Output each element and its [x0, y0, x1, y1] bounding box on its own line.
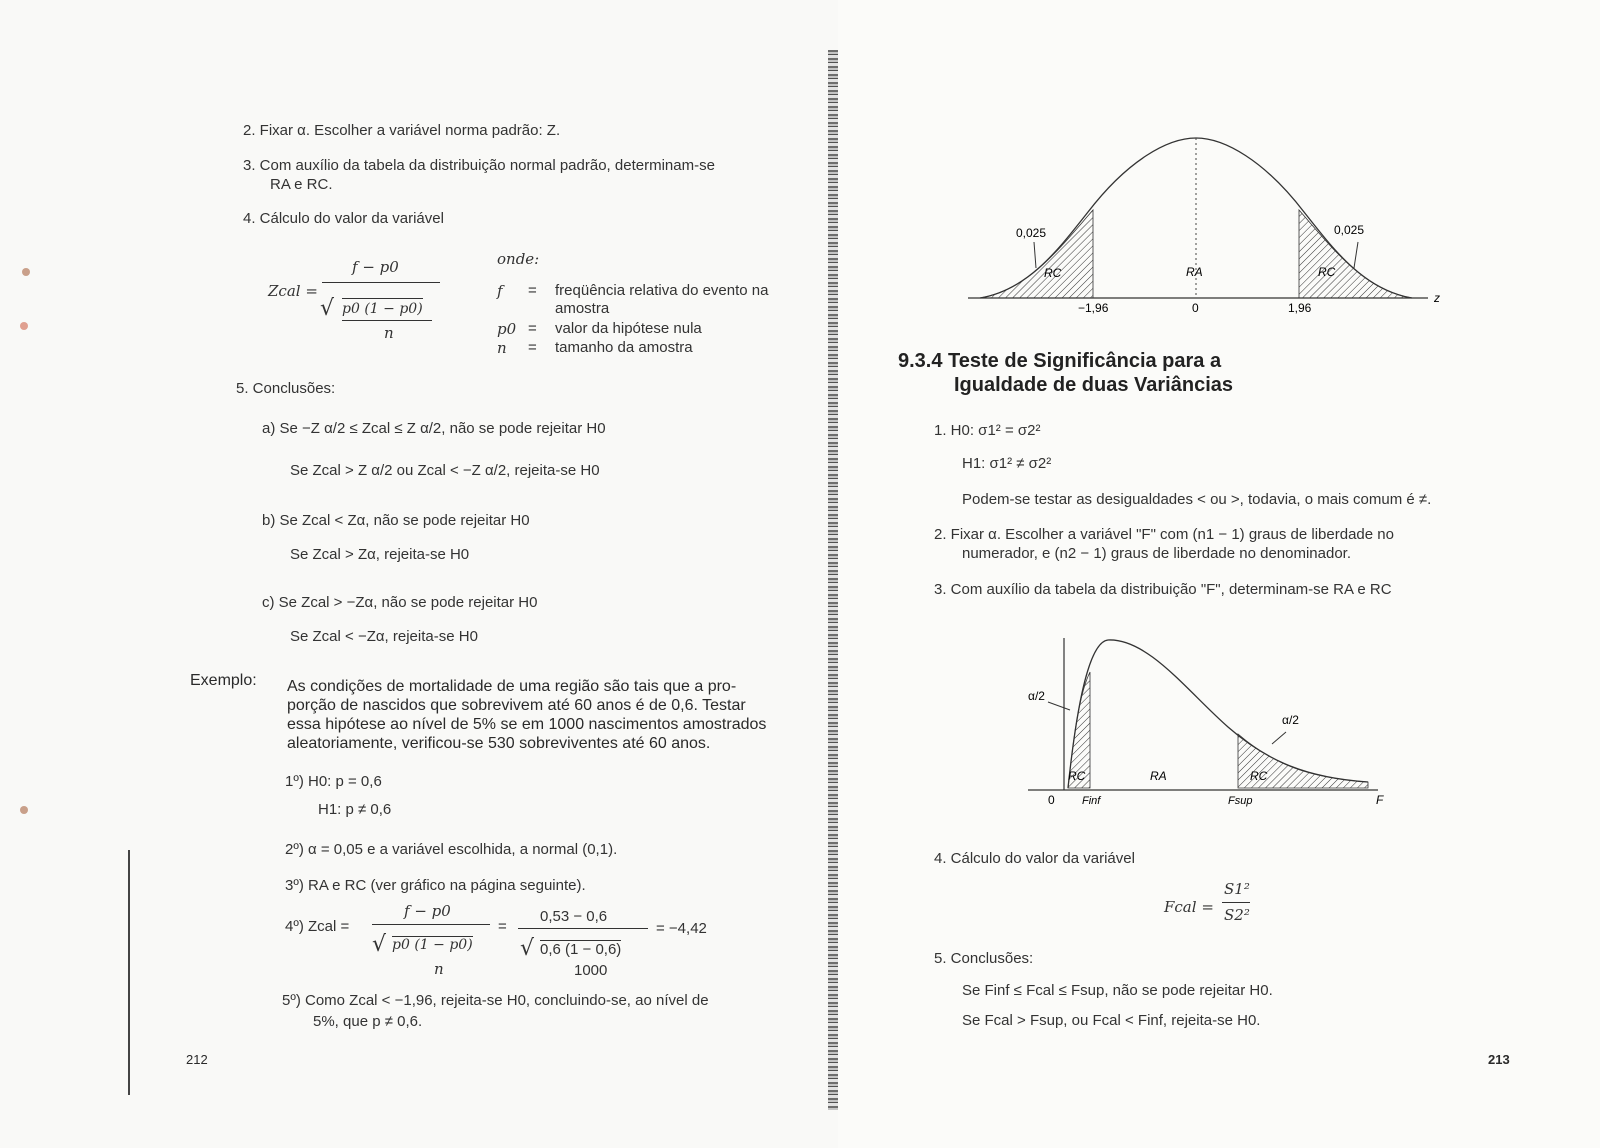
- step2-text: 2. Fixar α. Escolher a variável norma padrão: Z.: [243, 122, 561, 139]
- example-n1: n: [434, 960, 444, 978]
- f-inf-label: Finf: [1082, 795, 1101, 807]
- page-number-left: 212: [186, 1052, 208, 1067]
- inequalities-note: Podem-se testar as desigualdades < ou >, todavia, o mais comum é ≠.: [962, 491, 1432, 508]
- alpha-right-label: α/2: [1282, 713, 1299, 727]
- alpha-left-label: α/2: [1028, 689, 1045, 703]
- fraction-bar: [372, 924, 490, 925]
- exemplo-line: aleatoriamente, verificou-se 530 sobreviventes até 60 anos.: [287, 735, 711, 752]
- tick-label: 1,96: [1288, 301, 1312, 315]
- onde-title: onde:: [497, 250, 540, 268]
- example-step1-h1: H1: p ≠ 0,6: [318, 801, 392, 818]
- tick-label: −1,96: [1078, 301, 1109, 315]
- step2-line2: numerador, e (n2 − 1) graus de liberdade no denominador.: [962, 545, 1352, 562]
- formula-lhs: Zcal =: [268, 282, 318, 300]
- example-num2: 0,53 − 0,6: [540, 908, 608, 925]
- section-heading-line2: Igualdade de duas Variâncias: [954, 374, 1234, 396]
- conclusion-a2: Se Zcal > Z α/2 ou Zcal < −Z α/2, rejeita-se H0: [290, 462, 600, 479]
- onde-eq: =: [528, 282, 537, 299]
- conclusion-c2: Se Zcal < −Zα, rejeita-se H0: [290, 628, 478, 645]
- example-step4-lhs: 4º) Zcal =: [285, 918, 350, 935]
- fcal-lhs: Fcal =: [1164, 898, 1214, 916]
- sqrt-symbol: √: [520, 936, 535, 961]
- onde-sym: n: [497, 339, 507, 357]
- step2-line1: 2. Fixar α. Escolher a variável "F" com (n1 − 1) graus de liberdade no: [934, 526, 1394, 543]
- tick-label: 0: [1192, 301, 1199, 315]
- equals-sign: =: [498, 918, 507, 935]
- formula-den-n: n: [384, 324, 394, 342]
- fcal-fraction-bar: [1222, 902, 1250, 903]
- onde-text: valor da hipótese nula: [555, 320, 702, 337]
- step5-text: 5. Conclusões:: [236, 380, 336, 397]
- f-axis-label: F: [1376, 793, 1384, 807]
- step4-text: 4. Cálculo do valor da variável: [243, 210, 444, 227]
- left-rejection-region: [980, 210, 1093, 298]
- alpha-left-arrow: [1048, 702, 1070, 710]
- onde-eq: =: [528, 339, 537, 356]
- conclusion-1: Se Finf ≤ Fcal ≤ Fsup, não se pode rejeitar H0.: [962, 982, 1273, 999]
- exemplo-line: porção de nascidos que sobrevivem até 60 anos é de 0,6. Testar: [287, 697, 746, 714]
- example-step2: 2º) α = 0,05 e a variável escolhida, a normal (0,1).: [285, 841, 618, 858]
- example-den2: 0,6 (1 − 0,6): [540, 941, 622, 958]
- sqrt-symbol: √: [372, 932, 387, 957]
- example-step5-line1: 5º) Como Zcal < −1,96, rejeita-se H0, concluindo-se, ao nível de: [282, 992, 709, 1009]
- conclusion-a1: a) Se −Z α/2 ≤ Zcal ≤ Z α/2, não se pode rejeitar H0: [262, 420, 606, 437]
- left-tail-label: 0,025: [1016, 226, 1047, 240]
- formula-numerator: f − p0: [352, 258, 399, 276]
- hypothesis-h0: 1. H0: σ1² = σ2²: [934, 422, 1041, 439]
- f-ra-label: RA: [1150, 769, 1167, 783]
- conclusion-c1: c) Se Zcal > −Zα, não se pode rejeitar H0: [262, 594, 538, 611]
- ra-label: RA: [1186, 265, 1203, 279]
- formula-fraction-bar: [322, 282, 440, 283]
- right-page: [838, 0, 1600, 1148]
- f-sup-label: Fsup: [1228, 795, 1253, 807]
- fraction-bar: [518, 928, 648, 929]
- f-rc-right-label: RC: [1250, 769, 1268, 783]
- fcal-denominator: S2²: [1224, 906, 1250, 924]
- binder-hole: [20, 806, 28, 814]
- hypothesis-h1: H1: σ1² ≠ σ2²: [962, 455, 1052, 472]
- step3-text: 3. Com auxílio da tabela da distribuição "F", determinam-se RA e RC: [934, 581, 1392, 598]
- fcal-numerator: S1²: [1224, 880, 1250, 898]
- onde-text: freqüência relativa do evento na: [555, 282, 769, 299]
- example-num1: f − p0: [404, 902, 451, 920]
- normal-distribution-chart: [968, 130, 1448, 320]
- exemplo-label: Exemplo:: [190, 672, 257, 689]
- page-number-right: 213: [1488, 1052, 1510, 1067]
- step4-text: 4. Cálculo do valor da variável: [934, 850, 1135, 867]
- step3-line2: RA e RC.: [270, 176, 333, 193]
- alpha-right-arrow: [1272, 732, 1286, 744]
- example-den1: p0 (1 − p0): [392, 937, 473, 953]
- exemplo-line: As condições de mortalidade de uma região são tais que a pro-: [287, 678, 737, 695]
- z-axis-label: z: [1434, 291, 1440, 305]
- rc-left-label: RC: [1044, 266, 1062, 280]
- example-step1-h0: 1º) H0: p = 0,6: [285, 773, 382, 790]
- step3-line1: 3. Com auxílio da tabela da distribuição normal padrão, determinam-se: [243, 157, 715, 174]
- step5-text: 5. Conclusões:: [934, 950, 1034, 967]
- left-tail-arrow: [1034, 242, 1036, 268]
- onde-sym: f: [497, 282, 503, 300]
- onde-sym: p0: [497, 320, 517, 338]
- section-heading-line1: 9.3.4 Teste de Significância para a: [898, 350, 1222, 372]
- formula-den-inner: p0 (1 − p0): [342, 298, 423, 317]
- exemplo-line: essa hipótese ao nível de 5% se em 1000 nascimentos amostrados: [287, 716, 767, 733]
- f-curve: [1068, 640, 1368, 788]
- example-step3: 3º) RA e RC (ver gráfico na página seguinte).: [285, 877, 586, 894]
- f-rc-left-label: RC: [1068, 769, 1086, 783]
- sqrt-symbol: √: [320, 296, 335, 321]
- right-tail-label: 0,025: [1334, 223, 1365, 237]
- example-n2: 1000: [574, 962, 608, 979]
- formula-inner-bar: [342, 320, 432, 321]
- onde-text: amostra: [555, 300, 610, 317]
- binder-hole: [22, 268, 30, 276]
- example-result: = −4,42: [656, 920, 707, 937]
- example-step5-line2: 5%, que p ≠ 0,6.: [313, 1013, 423, 1030]
- onde-text: tamanho da amostra: [555, 339, 693, 356]
- rc-right-label: RC: [1318, 265, 1336, 279]
- binder-hole: [20, 322, 28, 330]
- right-tail-arrow: [1354, 242, 1358, 268]
- margin-line: [128, 850, 130, 1095]
- f-distribution-chart: [1018, 632, 1398, 817]
- f-zero-label: 0: [1048, 793, 1055, 807]
- conclusion-2: Se Fcal > Fsup, ou Fcal < Finf, rejeita-se H0.: [962, 1012, 1261, 1029]
- onde-eq: =: [528, 320, 537, 337]
- conclusion-b2: Se Zcal > Zα, rejeita-se H0: [290, 546, 470, 563]
- conclusion-b1: b) Se Zcal < Zα, não se pode rejeitar H0: [262, 512, 530, 529]
